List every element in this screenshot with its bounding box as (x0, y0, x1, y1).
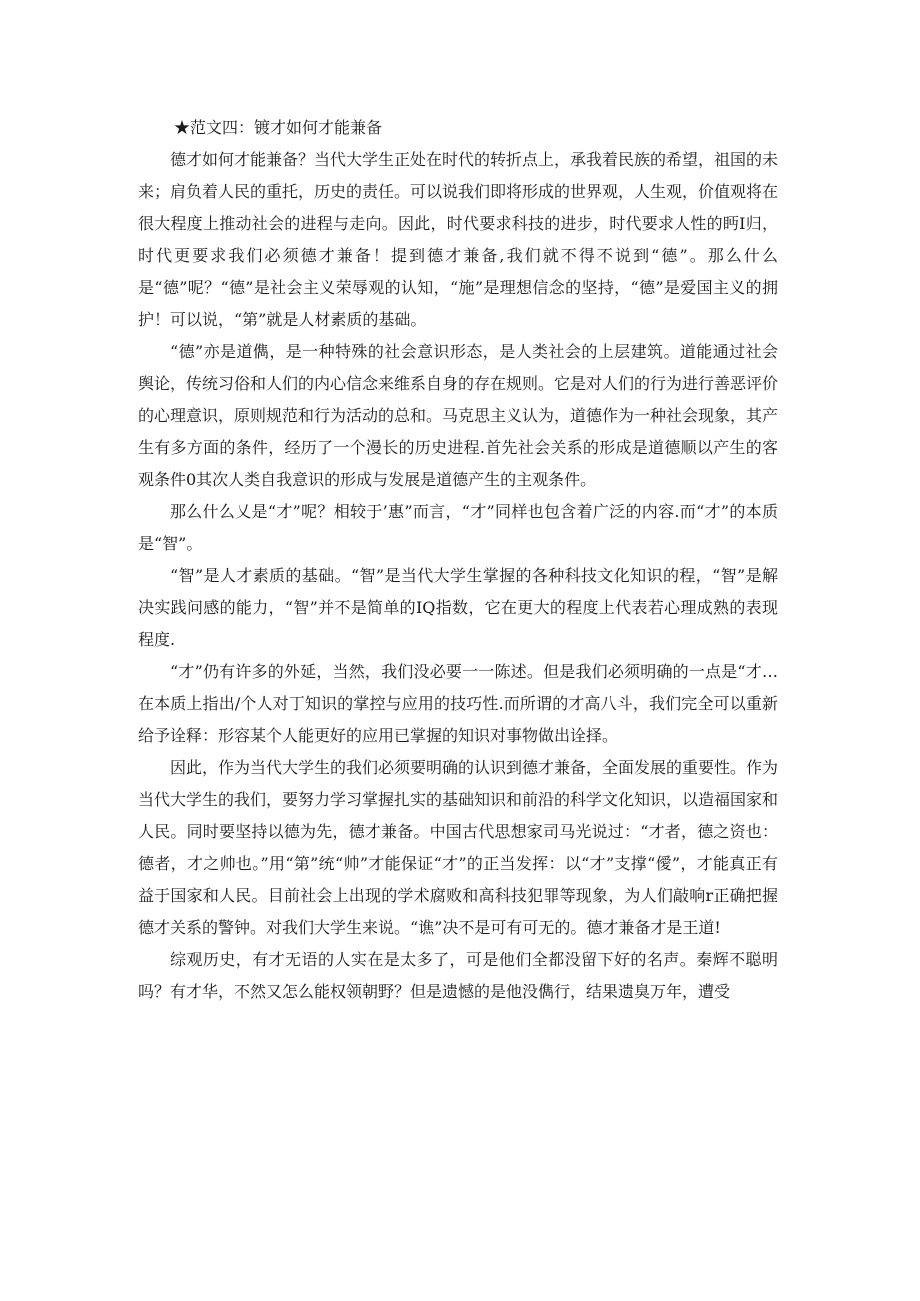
paragraph-1: 德才如何才能兼备？当代大学生正处在时代的转折点上，承我着民族的希望，祖国的未来；肩负着人民的重托，历史的责任。可以说我们即将形成的世界观，人生观，价值观将在很大程度上推动社会的进程与走向。因此，时代要求科技的进步，时代要求人性的眄I归，时代更要求我们必须德才兼备！提到德才兼备,我们就不得不说到“德”。那么什么是“德”呢？“德”是社会主义荣辱观的认知，“施”是理想信念的坚持，“德”是爱国主义的拥护！可以说，“第”就是人材素质的基础。 (138, 150, 779, 329)
paragraph-3: 那么什么乂是“才”呢？相较于’惠”而言，“才”同样也包含着广泛的内容.而“才”的本质是“智”。 (138, 502, 778, 553)
paragraph-5: “才”仍有许多的外延，当然，我们没必要一一陈述。但是我们必须明确的一点是“才…在本质上指出/个人对丁知识的掌控与应用的技巧性.而所谓的才高八斗，我们完全可以重新给予诠释：形容某个人能更好的应用已掌握的知识对事物做出诠择。 (138, 662, 778, 745)
essay-title: ★范文四：镀才如何才能兼备 (174, 118, 383, 137)
paragraph-7: 综观历史，有才无语的人实在是太多了，可是他们全都没留下好的名声。秦辉不聪明吗？有才华，不然又怎么能权领朝野？但是遗憾的是他没儁行，结果遗臭万年，遭受 (138, 950, 778, 1001)
paragraph-6: 因此，作为当代大学生的我们必须要明确的认识到德才兼备，全面发展的重要性。作为当代大学生的我们，要努力学习掌握扎实的基础知识和前沿的科学文化知识，以造福国家和人民。同时要坚持以德为先，德才兼备。中国古代思想家司马光说过：“才者，德之资也：德者，才之帅也。”用“第”统“帅”才能保证“才”的正当发挥：以“才”支撑“僾”，才能真正有益于国家和人民。目前社会上出现的学术腐败和高科技犯罪等现象，为人们敲响r正确把握德才关系的警钟。对我们大学生来说。“谯”决不是可有可无的。德才兼备才是王道! (138, 758, 779, 937)
document-body (138, 112, 778, 1008)
paragraph-2: “德”亦是道儁，是一种特殊的社会意识形态，是人类社会的上层建筑。道能通过社会舆论，传统习俗和人们的内心信念来维系自身的存在规则。它是对人们的行为进行善恶评价的心理意识，原则规范和行为活动的总和。马克思主义认为，道德作为一种社会现象，其产生有多方面的条件，经历了一个漫长的历史进程.首先社会关系的形成是道德顺以产生的客观条件0其次人类自我意识的形成与发展是道德产生的主观条件。 (138, 342, 779, 489)
paragraph-4: “智”是人才素质的基础。“智”是当代大学生掌握的各种科技文化知识的程，“智”是解决实践问感的能力，“智”并不是简单的IQ指数，它在更大的程度上代表若心理成熟的表现程度. (138, 566, 778, 649)
